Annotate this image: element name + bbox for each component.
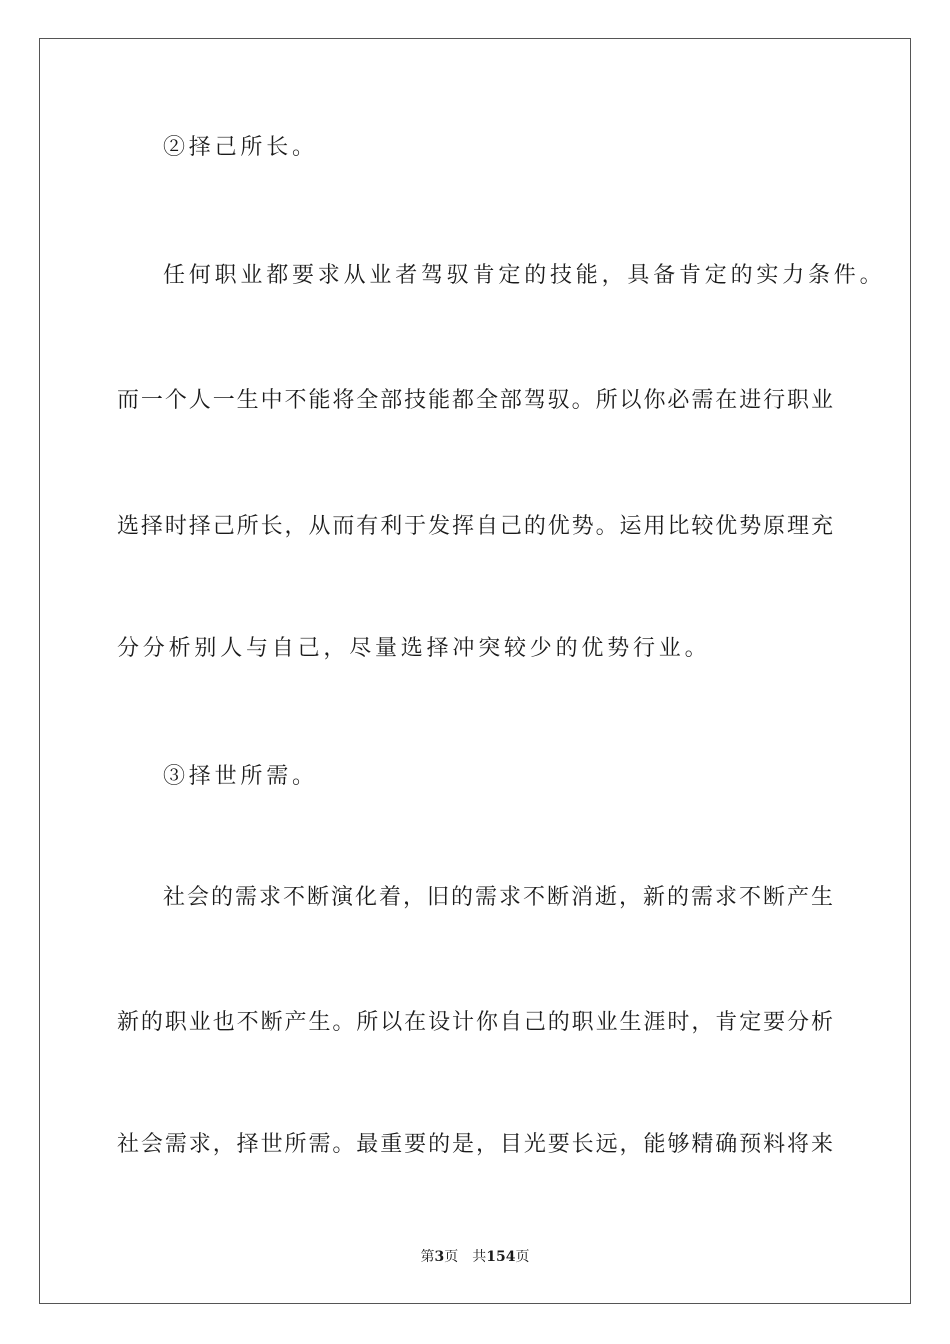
paragraph-line: 新的职业也不断产生。所以在设计你自己的职业生涯时，肯定要分析 bbox=[117, 1010, 833, 1035]
paragraph-line: 社会需求，择世所需。最重要的是，目光要长远，能够精确预料将来 bbox=[117, 1132, 833, 1157]
subheading-choose-needs: ③择世所需。 bbox=[163, 764, 318, 789]
paragraph-line: 任何职业都要求从业者驾驭肯定的技能，具备肯定的实力条件。 bbox=[163, 263, 886, 288]
subheading-choose-strengths: ②择己所长。 bbox=[163, 135, 318, 160]
total-label-suffix: 页 bbox=[515, 1249, 530, 1265]
page-border bbox=[39, 38, 911, 1304]
total-pages: 154 bbox=[486, 1249, 516, 1265]
paragraph-line: 而一个人一生中不能将全部技能都全部驾驭。所以你必需在进行职业 bbox=[117, 388, 833, 413]
page-number: 3 bbox=[434, 1249, 445, 1265]
page-footer bbox=[0, 1248, 950, 1266]
page-label-suffix: 页 bbox=[444, 1249, 459, 1265]
paragraph-line: 分分析别人与自己，尽量选择冲突较少的优势行业。 bbox=[117, 636, 711, 661]
paragraph-line: 选择时择己所长，从而有利于发挥自己的优势。运用比较优势原理充 bbox=[117, 514, 833, 539]
total-label-prefix: 共 bbox=[472, 1249, 487, 1265]
paragraph-line: 社会的需求不断演化着，旧的需求不断消逝，新的需求不断产生 bbox=[163, 885, 833, 910]
page-label-prefix: 第 bbox=[420, 1249, 435, 1265]
